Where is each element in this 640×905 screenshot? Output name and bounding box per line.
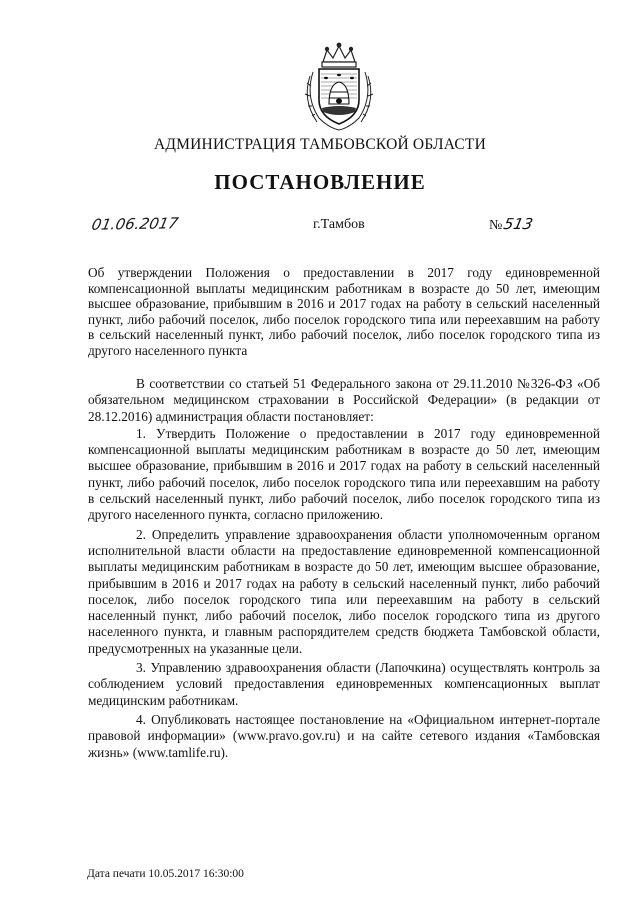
document-type-title: ПОСТАНОВЛЕНИЕ [214,170,426,194]
document-subject: Об утверждении Положения о предоставлении в 2017 году единовременной компенсационной выплаты медицинским работникам в возрасте до 50 лет, имеющим высшее образование, прибывшим в 2016 и 2017 годах на работу в сельский населенный пункт, либо рабочий поселок, либо поселок городского типа или переехавшим на работу в сельский населенный пункт, либо рабочий поселок, либо поселок городского типа из другого населенного пункта [88,265,600,358]
document-number [489,215,533,234]
clause-1-paragraph: 1. Утвердить Положение о предоставлении в 2017 году единовременной компенсационной выплаты медицинским работникам в возрасте до 50 лет, имеющим высшее образование, прибывшим в 2016 и 2017 годах на работу в сельский населенный пункт, либо рабочий поселок, либо поселок городского типа или переехавшим на работу в сельский населенный пункт, либо рабочий поселок, либо поселок городского типа из другого населенного пункта, согласно приложению. [88,425,600,523]
organization-name: АДМИНИСТРАЦИЯ ТАМБОВСКОЙ ОБЛАСТИ [154,136,486,153]
number-handwritten: 513 [502,215,535,233]
number-prefix: № [489,218,503,233]
print-date-footer: Дата печати 10.05.2017 16:30:00 [87,868,244,880]
document-body [88,376,600,761]
preamble-paragraph: В соответствии со статьей 51 Федерального закона от 29.11.2010 №326-ФЗ «Об обязательном медицинском страховании в Российской Федерации» (в редакции от 28.12.2016) администрация области постановляет: [88,376,600,424]
clause-4-paragraph: 4. Опубликовать настоящее постановление на «Официальном интернет-портале правовой информации» (www.pravo.gov.ru) и на сайте сетевого издания «Тамбовская жизнь» (www.tamlife.ru). [88,711,600,760]
clause-2-paragraph: 2. Определить управление здравоохранения области уполномоченным органом исполнительной власти области на предоставление единовременной компенсационной выплаты медицинским работникам в возрасте до 50 лет, имеющим высшее образование, прибывшим в 2016 и 2017 годах на работу в сельский населенный пункт, либо рабочий поселок, либо поселок городского типа или переехавшим на работу в сельский населенный пункт, либо рабочий поселок, либо поселок городского типа из другого населенного пункта, и главным распорядителем средств бюджета Тамбовской области, предусмотренных на указанные цели. [88,526,600,656]
coat-of-arms-icon [299,42,379,134]
document-city: г.Тамбов [313,217,365,232]
document-date: 01.06.2017 [90,214,180,234]
clause-3-paragraph: 3. Управлению здравоохранения области (Лапочкина) осуществлять контроль за соблюдением условий предоставления единовременных компенсационных выплат медицинским работникам. [88,660,600,708]
